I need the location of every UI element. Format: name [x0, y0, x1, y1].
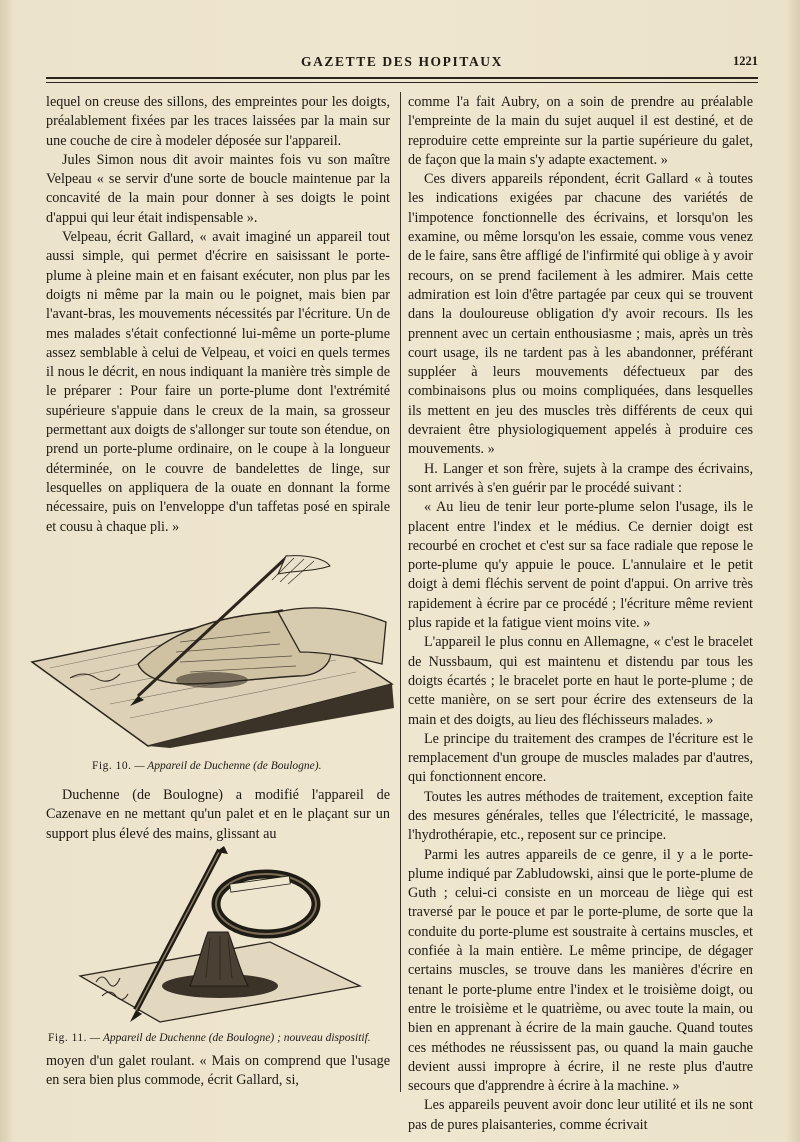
- left-column-upper: [46, 93, 390, 537]
- figure-11-caption-text: — Appareil de Duchenne (de Boulogne) ; nouveau dispositif.: [87, 1032, 371, 1044]
- figure-10-label: Fig. 10.: [92, 760, 132, 772]
- header-rule-thin: [46, 82, 758, 83]
- figure-11-caption: [48, 1032, 371, 1044]
- header-rule-thick: [46, 77, 758, 79]
- left-paragraph-4: Duchenne (de Boulogne) a modifié l'appareil de Cazenave en ne mettant qu'un palet et en le plaçant sur un support plus élevé des mains, glissant au: [46, 787, 390, 842]
- left-paragraph-1: lequel on creuse des sillons, des empreintes pour les doigts, préalablement fixées par les traces laissées par la main sur une couche de cire à modeler déposée sur l'appareil.: [46, 94, 390, 149]
- figure-11-illustration: [70, 846, 370, 1026]
- left-column-bottom: [46, 1052, 390, 1091]
- figure-10-illustration: [30, 552, 396, 748]
- figure-11-label: Fig. 11.: [48, 1032, 88, 1044]
- left-paragraph-5: moyen d'un galet roulant. « Mais on comprend que l'usage en sera bien plus commode, écrit Gallard, si,: [46, 1053, 390, 1089]
- right-paragraph-3: H. Langer et son frère, sujets à la crampe des écrivains, sont arrivés à s'en guérir par le procédé suivant :: [408, 460, 753, 496]
- right-paragraph-9: Les appareils peuvent avoir donc leur utilité et ils ne sont pas de pures plaisanteries, comme écrivait: [408, 1097, 753, 1133]
- left-paragraph-3: Velpeau, écrit Gallard, « avait imaginé un appareil tout aussi simple, qui permet d'écrire en saisissant le porte-plume à pleine main et en faisant exécuter, non plus par les doigts ni même par la main ou le poignet, mais bien par l'avant-bras, les mouvements nécessités par l'écriture. Un de mes malades s'était confectionné lui-même un porte-plume assez semblable à celui de Velpeau, et voici en quels termes il nous le décrit, en nous indiquant la manière très simple de le préparer : Pour faire un porte-plume dont l'extrémité supérieure s'appuie dans le creux de la main, sa grosseur permettant aux doigts de s'allonger sur toute son étendue, on prend un porte-plume ordinaire, on le coupe à la longueur déterminée, on le couvre de bandelettes de linge, sur lesquelles on appliquera de la ouate en donnant la forme nécessaire, puis on l'enveloppe d'un taffetas posé en spirale et cousu à chaque pli. »: [46, 229, 390, 535]
- right-paragraph-8: Parmi les autres appareils de ce genre, il y a le porte-plume indiqué par Zabludowski, ainsi que le porte-plume de Guth ; celui-ci consiste en un morceau de liège qui est traversé par le pouce et par le porte-plume, de sorte que la conduite du porte-plume est soustraite à certains muscles, et confiée à la main entière. Le même principe, de dégager certains muscles, se trouve dans les manières d'écrire en tenant le porte-plume entre l'index et le troisième doigt, ou entre le troisième et le quatrième, ou avec toute la main, ou bien en apprenant à écrire de la main gauche. Quand toutes ces méthodes ne réussissent pas, ou quand la main gauche devient aussi impropre à écrire, il ne reste plus d'autre secours que d'apprendre à écrire à la machine. »: [408, 846, 753, 1095]
- right-paragraph-1: comme l'a fait Aubry, on a soin de prendre au préalable l'empreinte de la main du sujet auquel il est destiné, et de reproduire cette empreinte sur la partie supérieure du galet, de façon que la main s'y adapte exactement. »: [408, 94, 753, 168]
- page-header: [46, 52, 758, 74]
- left-column-middle: [46, 786, 390, 844]
- column-divider: [400, 92, 401, 1092]
- right-paragraph-7: Toutes les autres méthodes de traitement, exception faite des mesures générales, telles que l'électricité, le massage, l'hydrothérapie, etc., reposent sur ce principe.: [408, 788, 753, 844]
- page-number: 1221: [733, 54, 758, 68]
- right-paragraph-6: Le principe du traitement des crampes de l'écriture est le remplacement d'un groupe de muscles malades par d'autres, qui fonctionnent encore.: [408, 730, 753, 786]
- right-paragraph-4: « Au lieu de tenir leur porte-plume selon l'usage, ils le placent entre l'index et le médius. Ce dernier doigt est recourbé en crochet et c'est sur sa face radiale que repose le porte-plume qu'y appuie le pouce. L'annulaire et le petit doigt à demi fléchis servent de point d'appui. On arrive très rapidement à écrire par ce procédé ; l'écriture même revient plus rapide et la fatigue vient moins vite. »: [408, 499, 753, 632]
- figure-10-caption-text: — Appareil de Duchenne (de Boulogne).: [131, 760, 322, 772]
- right-paragraph-2: Ces divers appareils répondent, écrit Gallard « à toutes les indications exigées par chacune des variétés de l'impotence fonctionnelle des écrivains, et lorsqu'on les examine, ou même lorsqu'on les essaie, comme vous venez de le faire, sans être affligé de l'infirmité qui oblige à y avoir recours, on se prend facilement à les admirer. Mais cette admiration est loin d'être partagée par ceux qui se trouvent dans la douloureuse obligation d'y avoir recours. Ils les prennent avec un certain enthousiasme ; mais, après un très court usage, ils ne tardent pas à les abandonner, préférant suppléer à leurs mouvements défectueux par des combinaisons plus ou moins compliquées, dans lesquelles ils mettent en jeu des muscles très différents de ceux qui devraient être physiologiquement appelés à produire ces mouvements. »: [408, 171, 753, 458]
- right-column: [408, 93, 753, 1135]
- figure-10-caption: [92, 760, 322, 772]
- left-paragraph-2: Jules Simon nous dit avoir maintes fois vu son maître Velpeau « se servir d'une sorte de boucle maintenue par la concavité de la main pour donner à ses doigts le point d'appui qui leur était indispensable ».: [46, 151, 390, 226]
- right-paragraph-5: L'appareil le plus connu en Allemagne, « c'est le bracelet de Nussbaum, qui est maintenu et distendu par tous les doigts écartés ; le bracelet porte en haut le porte-plume ; de cette manière, on se sert pour écrire des extenseurs de la main et des doigts, au lieu des fléchisseurs malades. »: [408, 634, 753, 728]
- page-title: GAZETTE DES HOPITAUX: [300, 54, 504, 69]
